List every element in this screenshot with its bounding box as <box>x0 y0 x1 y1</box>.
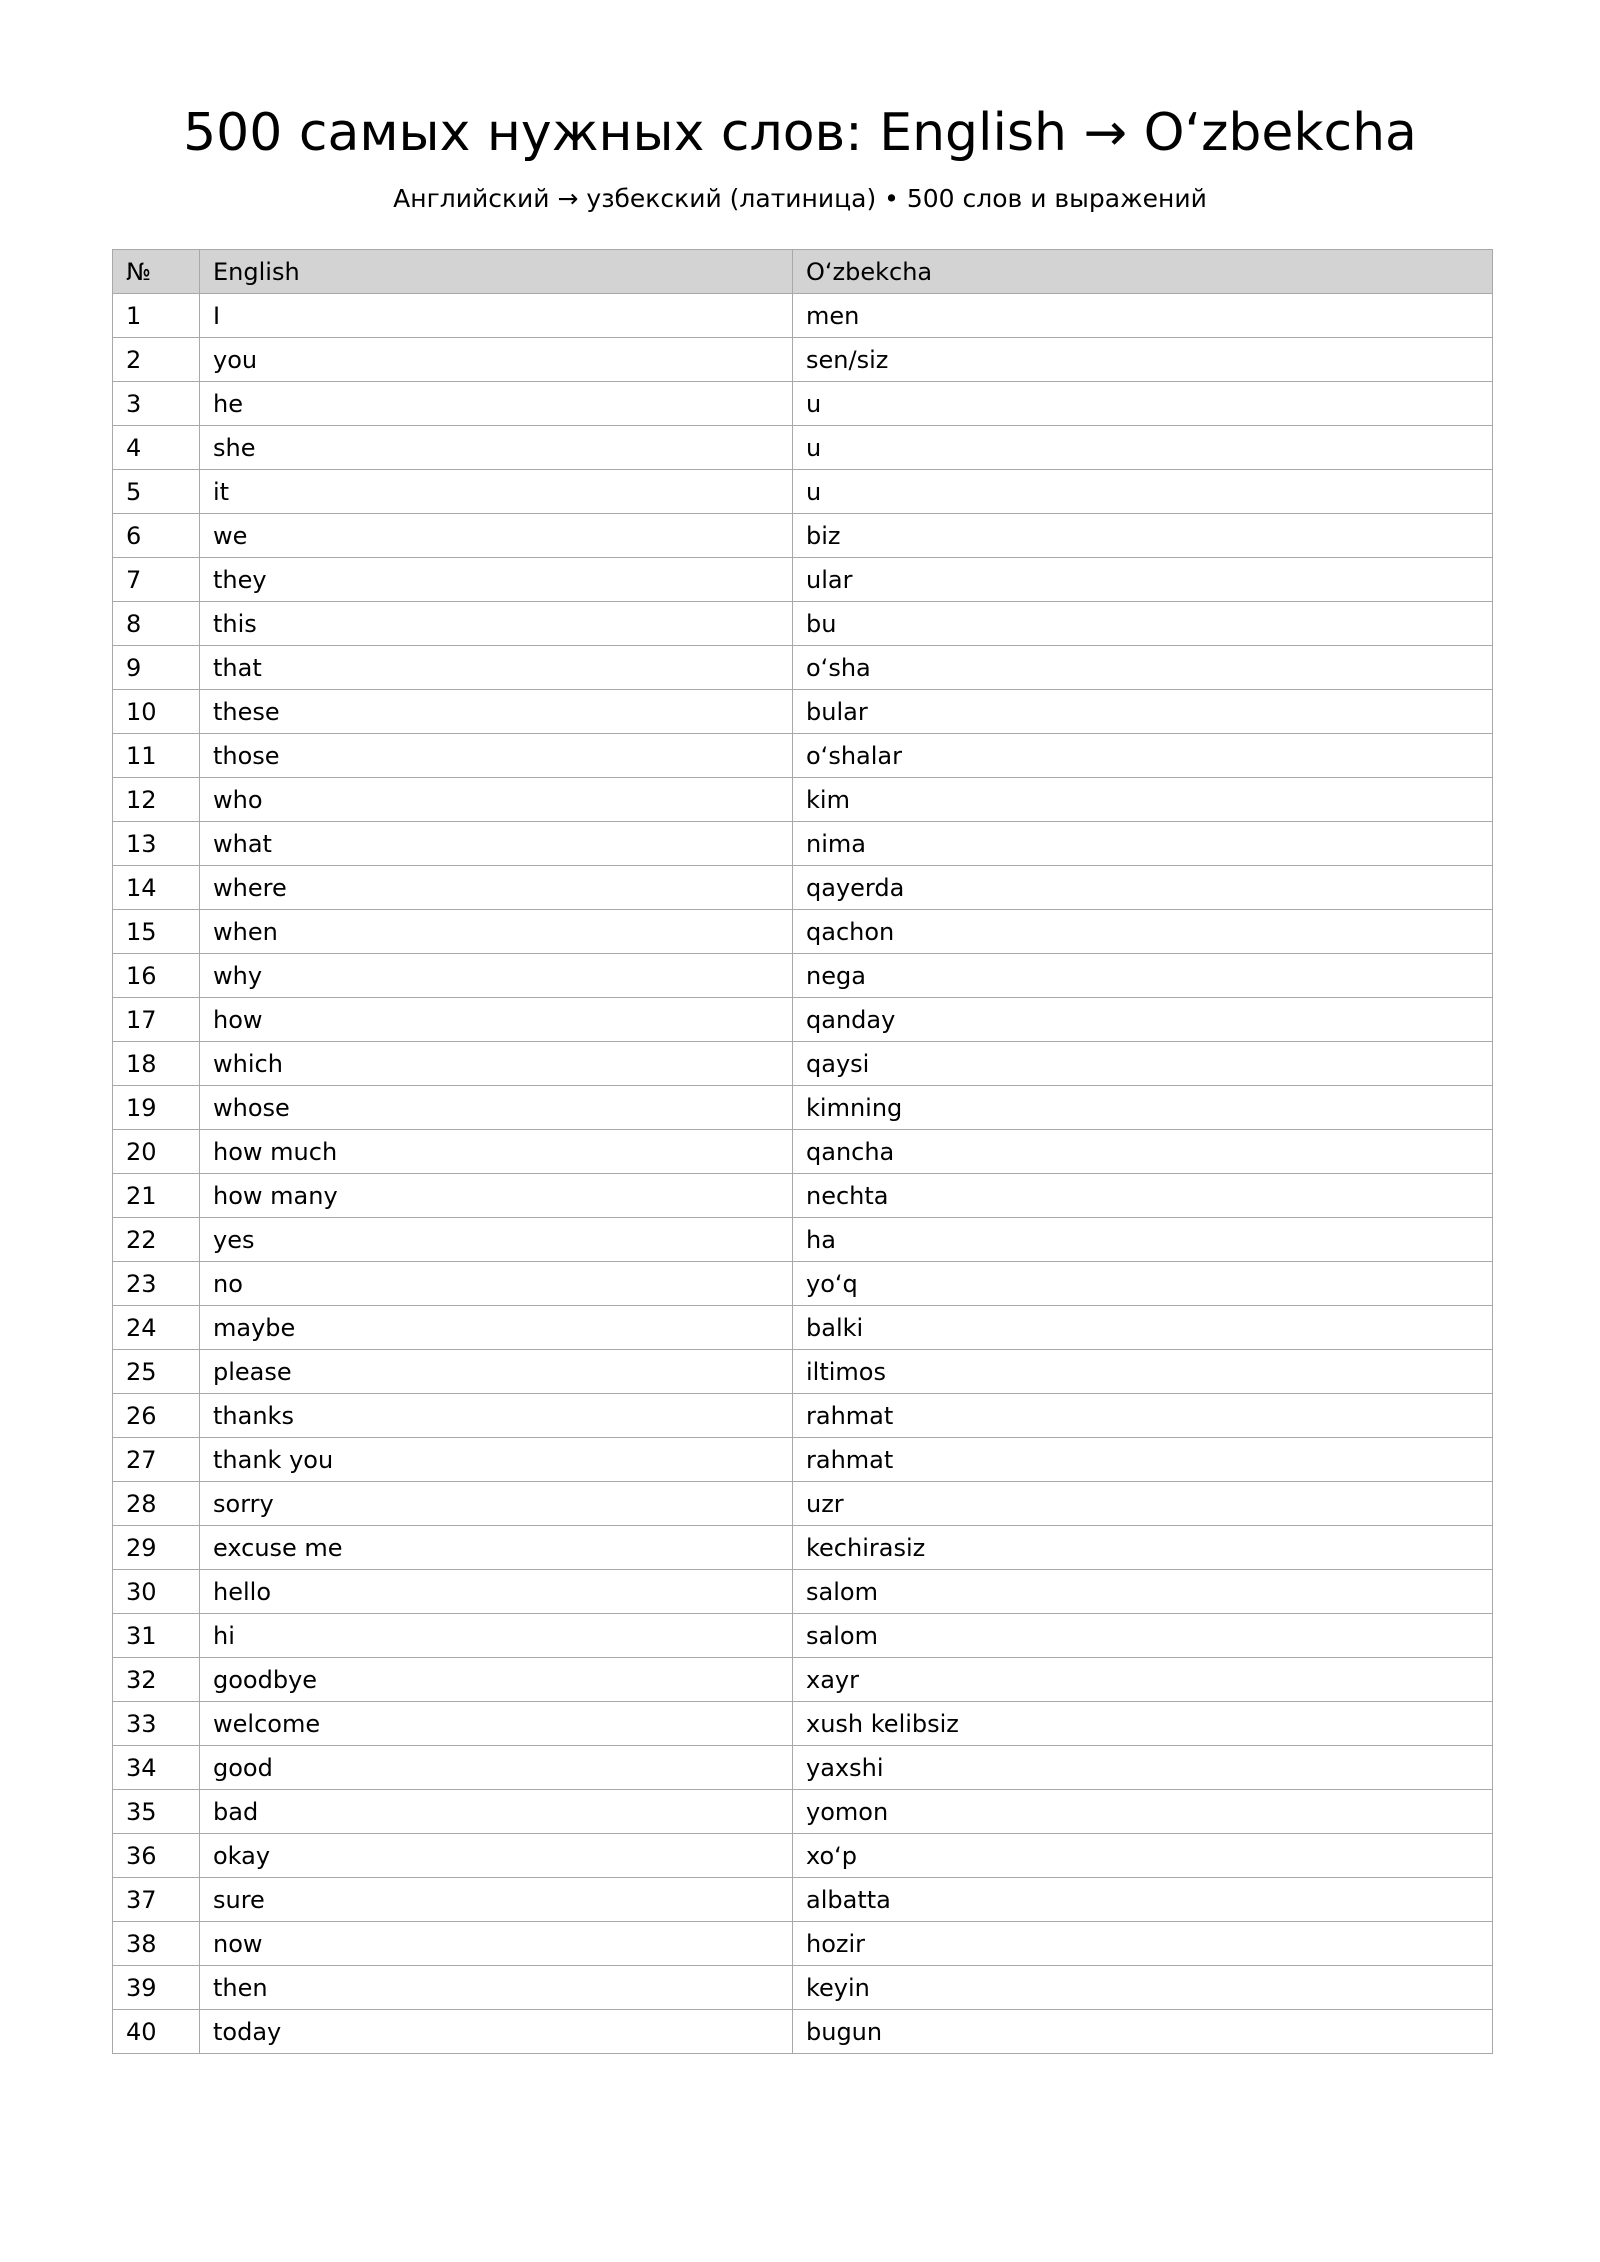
table-row <box>113 1394 1493 1438</box>
cell-number: 31 <box>113 1614 200 1658</box>
page-subtitle: Английский → узбекский (латиница) • 500 слов и выражений <box>393 184 1207 213</box>
cell-uzbek: qanday <box>793 998 1493 1042</box>
cell-english: who <box>200 778 793 822</box>
cell-uzbek: ha <box>793 1218 1493 1262</box>
cell-english: hi <box>200 1614 793 1658</box>
cell-number: 23 <box>113 1262 200 1306</box>
table-row <box>113 1746 1493 1790</box>
header-uzbek: O‘zbekcha <box>793 250 1493 294</box>
cell-english: sure <box>200 1878 793 1922</box>
cell-uzbek: o‘sha <box>793 646 1493 690</box>
table-row <box>113 1350 1493 1394</box>
cell-uzbek: bugun <box>793 2010 1493 2054</box>
cell-number: 5 <box>113 470 200 514</box>
cell-english: we <box>200 514 793 558</box>
cell-english: thanks <box>200 1394 793 1438</box>
cell-uzbek: xo‘p <box>793 1834 1493 1878</box>
cell-number: 27 <box>113 1438 200 1482</box>
table-row <box>113 1878 1493 1922</box>
table-row <box>113 998 1493 1042</box>
table-row <box>113 1570 1493 1614</box>
cell-english: now <box>200 1922 793 1966</box>
cell-english: how <box>200 998 793 1042</box>
table-row <box>113 646 1493 690</box>
cell-english: good <box>200 1746 793 1790</box>
cell-uzbek: keyin <box>793 1966 1493 2010</box>
cell-uzbek: u <box>793 470 1493 514</box>
cell-number: 26 <box>113 1394 200 1438</box>
table-row <box>113 514 1493 558</box>
cell-number: 36 <box>113 1834 200 1878</box>
table-row <box>113 1482 1493 1526</box>
cell-uzbek: kimning <box>793 1086 1493 1130</box>
cell-english: she <box>200 426 793 470</box>
cell-english: what <box>200 822 793 866</box>
cell-number: 24 <box>113 1306 200 1350</box>
cell-english: where <box>200 866 793 910</box>
table-row <box>113 822 1493 866</box>
cell-uzbek: yaxshi <box>793 1746 1493 1790</box>
cell-english: goodbye <box>200 1658 793 1702</box>
cell-english: whose <box>200 1086 793 1130</box>
cell-english: sorry <box>200 1482 793 1526</box>
cell-uzbek: kim <box>793 778 1493 822</box>
table-row <box>113 294 1493 338</box>
cell-uzbek: o‘shalar <box>793 734 1493 778</box>
cell-uzbek: nechta <box>793 1174 1493 1218</box>
cell-number: 10 <box>113 690 200 734</box>
table-row <box>113 382 1493 426</box>
table-row <box>113 1834 1493 1878</box>
table-row <box>113 690 1493 734</box>
cell-number: 33 <box>113 1702 200 1746</box>
table-row <box>113 1042 1493 1086</box>
cell-english: I <box>200 294 793 338</box>
table-row <box>113 778 1493 822</box>
cell-number: 2 <box>113 338 200 382</box>
table-row <box>113 1086 1493 1130</box>
cell-english: excuse me <box>200 1526 793 1570</box>
table-row <box>113 734 1493 778</box>
table-row <box>113 1438 1493 1482</box>
cell-english: this <box>200 602 793 646</box>
table-header <box>113 250 1493 294</box>
table-row <box>113 954 1493 998</box>
cell-number: 11 <box>113 734 200 778</box>
cell-number: 32 <box>113 1658 200 1702</box>
cell-english: hello <box>200 1570 793 1614</box>
cell-number: 6 <box>113 514 200 558</box>
cell-number: 4 <box>113 426 200 470</box>
table-row <box>113 426 1493 470</box>
header-number: № <box>113 250 200 294</box>
table-row <box>113 602 1493 646</box>
cell-uzbek: men <box>793 294 1493 338</box>
cell-uzbek: rahmat <box>793 1438 1493 1482</box>
table-row <box>113 1702 1493 1746</box>
cell-uzbek: u <box>793 382 1493 426</box>
cell-english: no <box>200 1262 793 1306</box>
table-row <box>113 1306 1493 1350</box>
cell-number: 19 <box>113 1086 200 1130</box>
cell-number: 22 <box>113 1218 200 1262</box>
cell-uzbek: albatta <box>793 1878 1493 1922</box>
cell-english: bad <box>200 1790 793 1834</box>
table-row <box>113 1614 1493 1658</box>
cell-english: why <box>200 954 793 998</box>
cell-english: welcome <box>200 1702 793 1746</box>
cell-uzbek: yo‘q <box>793 1262 1493 1306</box>
table-row <box>113 866 1493 910</box>
cell-uzbek: balki <box>793 1306 1493 1350</box>
cell-uzbek: iltimos <box>793 1350 1493 1394</box>
cell-number: 30 <box>113 1570 200 1614</box>
cell-english: please <box>200 1350 793 1394</box>
cell-number: 34 <box>113 1746 200 1790</box>
cell-uzbek: qayerda <box>793 866 1493 910</box>
cell-number: 17 <box>113 998 200 1042</box>
cell-uzbek: xush kelibsiz <box>793 1702 1493 1746</box>
cell-uzbek: qancha <box>793 1130 1493 1174</box>
cell-number: 37 <box>113 1878 200 1922</box>
cell-english: yes <box>200 1218 793 1262</box>
cell-number: 29 <box>113 1526 200 1570</box>
table-row <box>113 910 1493 954</box>
cell-number: 40 <box>113 2010 200 2054</box>
table-row <box>113 1130 1493 1174</box>
cell-number: 38 <box>113 1922 200 1966</box>
cell-number: 8 <box>113 602 200 646</box>
cell-uzbek: nima <box>793 822 1493 866</box>
cell-uzbek: hozir <box>793 1922 1493 1966</box>
cell-english: you <box>200 338 793 382</box>
cell-english: how many <box>200 1174 793 1218</box>
cell-number: 3 <box>113 382 200 426</box>
cell-english: those <box>200 734 793 778</box>
cell-number: 13 <box>113 822 200 866</box>
cell-english: okay <box>200 1834 793 1878</box>
cell-english: then <box>200 1966 793 2010</box>
table-row <box>113 1658 1493 1702</box>
cell-uzbek: u <box>793 426 1493 470</box>
cell-uzbek: salom <box>793 1614 1493 1658</box>
page-title: 500 самых нужных слов: English → O‘zbekcha <box>183 103 1417 163</box>
table-row <box>113 1262 1493 1306</box>
cell-english: these <box>200 690 793 734</box>
table-row <box>113 2010 1493 2054</box>
cell-english: they <box>200 558 793 602</box>
cell-uzbek: rahmat <box>793 1394 1493 1438</box>
table-row <box>113 1526 1493 1570</box>
cell-uzbek: uzr <box>793 1482 1493 1526</box>
cell-number: 35 <box>113 1790 200 1834</box>
table-row <box>113 1218 1493 1262</box>
table-row <box>113 338 1493 382</box>
cell-number: 7 <box>113 558 200 602</box>
cell-uzbek: ular <box>793 558 1493 602</box>
cell-uzbek: xayr <box>793 1658 1493 1702</box>
header-english: English <box>200 250 793 294</box>
cell-uzbek: qaysi <box>793 1042 1493 1086</box>
cell-uzbek: nega <box>793 954 1493 998</box>
cell-uzbek: yomon <box>793 1790 1493 1834</box>
cell-uzbek: bu <box>793 602 1493 646</box>
cell-english: which <box>200 1042 793 1086</box>
cell-number: 14 <box>113 866 200 910</box>
cell-uzbek: sen/siz <box>793 338 1493 382</box>
cell-uzbek: salom <box>793 1570 1493 1614</box>
cell-uzbek: biz <box>793 514 1493 558</box>
cell-number: 12 <box>113 778 200 822</box>
vocabulary-table <box>112 249 1493 2054</box>
table-body <box>113 294 1493 2054</box>
cell-number: 28 <box>113 1482 200 1526</box>
cell-uzbek: qachon <box>793 910 1493 954</box>
table-row <box>113 1966 1493 2010</box>
table-row <box>113 558 1493 602</box>
cell-number: 1 <box>113 294 200 338</box>
cell-number: 39 <box>113 1966 200 2010</box>
cell-number: 20 <box>113 1130 200 1174</box>
cell-number: 9 <box>113 646 200 690</box>
cell-english: that <box>200 646 793 690</box>
table-row <box>113 1790 1493 1834</box>
cell-uzbek: kechirasiz <box>793 1526 1493 1570</box>
cell-english: it <box>200 470 793 514</box>
cell-english: how much <box>200 1130 793 1174</box>
cell-english: he <box>200 382 793 426</box>
table-header-row <box>113 250 1493 294</box>
cell-number: 15 <box>113 910 200 954</box>
table-row <box>113 470 1493 514</box>
cell-uzbek: bular <box>793 690 1493 734</box>
cell-english: thank you <box>200 1438 793 1482</box>
cell-english: when <box>200 910 793 954</box>
cell-english: maybe <box>200 1306 793 1350</box>
cell-number: 25 <box>113 1350 200 1394</box>
cell-english: today <box>200 2010 793 2054</box>
cell-number: 18 <box>113 1042 200 1086</box>
cell-number: 21 <box>113 1174 200 1218</box>
table-row <box>113 1174 1493 1218</box>
table-row <box>113 1922 1493 1966</box>
cell-number: 16 <box>113 954 200 998</box>
